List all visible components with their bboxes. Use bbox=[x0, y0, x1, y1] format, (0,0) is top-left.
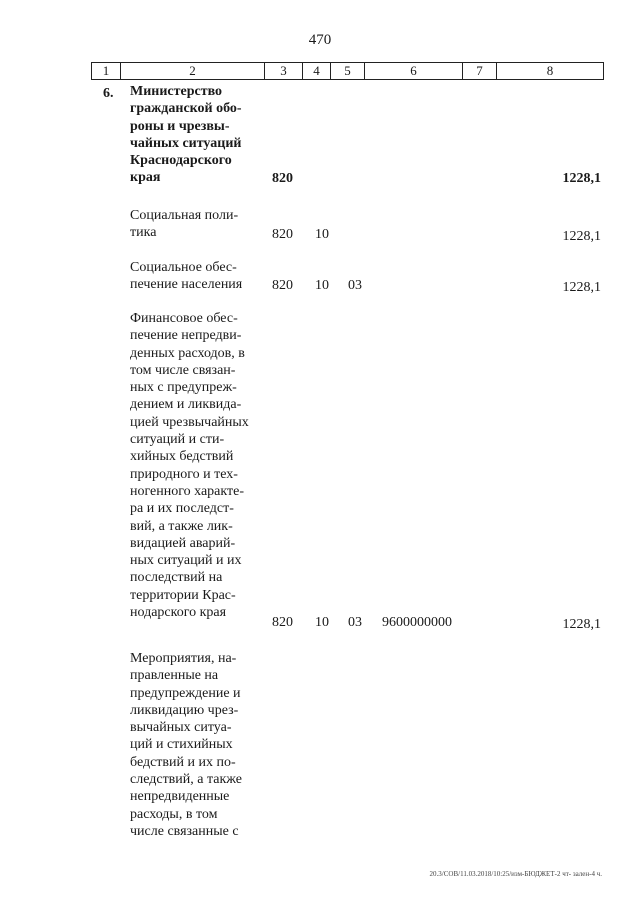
row-code-col5: 03 bbox=[348, 615, 362, 630]
row-code-col6: 9600000000 bbox=[382, 615, 452, 630]
row-name: Социальное обес- печение населения bbox=[130, 260, 243, 293]
row-code-col4: 10 bbox=[315, 278, 329, 293]
header-col-4: 4 bbox=[302, 63, 330, 79]
row-code-col3: 820 bbox=[272, 227, 293, 242]
row-amount: 1228,1 bbox=[562, 617, 601, 632]
table-header-row bbox=[91, 62, 604, 80]
header-col-8: 8 bbox=[496, 63, 603, 79]
row-number: 6. bbox=[103, 86, 114, 101]
row-amount: 1228,1 bbox=[562, 171, 601, 186]
page-number: 470 bbox=[308, 32, 332, 48]
row-name: Министерство гражданской обо- роны и чрезвы- чайных ситуаций Краснодарского края bbox=[130, 84, 242, 186]
row-name: Социальная поли- тика bbox=[130, 208, 239, 241]
row-code-col3: 820 bbox=[272, 171, 293, 186]
row-code-col5: 03 bbox=[348, 278, 362, 293]
row-amount: 1228,1 bbox=[562, 229, 601, 244]
row-code-col4: 10 bbox=[315, 615, 329, 630]
footer-stamp: 20.3/СОВ/11.03.2018/10:25/изм-БЮДЖЕТ-2 чт- зален-4 ч. bbox=[429, 870, 602, 878]
header-col-2: 2 bbox=[120, 63, 264, 79]
header-col-6: 6 bbox=[364, 63, 462, 79]
header-col-1: 1 bbox=[102, 63, 110, 78]
header-col-3: 3 bbox=[264, 63, 302, 79]
header-col-5: 5 bbox=[330, 63, 364, 79]
row-name: Мероприятия, на- правленные на предупреждение и ликвидацию чрез- вычайных ситуа- ций и стихийных бедствий и их по- следствий, а также непредвиденные расходы, в том числе связанные с bbox=[130, 651, 242, 839]
header-col-7: 7 bbox=[462, 63, 496, 79]
row-code-col4: 10 bbox=[315, 227, 329, 242]
row-code-col3: 820 bbox=[272, 278, 293, 293]
row-name: Финансовое обес- печение непредви- денных расходов, в том числе связан- ных с предупреж- дением и ликвида- цией чрезвычайных ситуаций и сти- хийных бедствий природного и тех- ногенного характе- ра и их последст- вий, а также лик- видацией аварий- ных ситуаций и их последствий на территории Крас- нодарского края bbox=[130, 311, 249, 621]
row-amount: 1228,1 bbox=[562, 280, 601, 295]
row-code-col3: 820 bbox=[272, 615, 293, 630]
